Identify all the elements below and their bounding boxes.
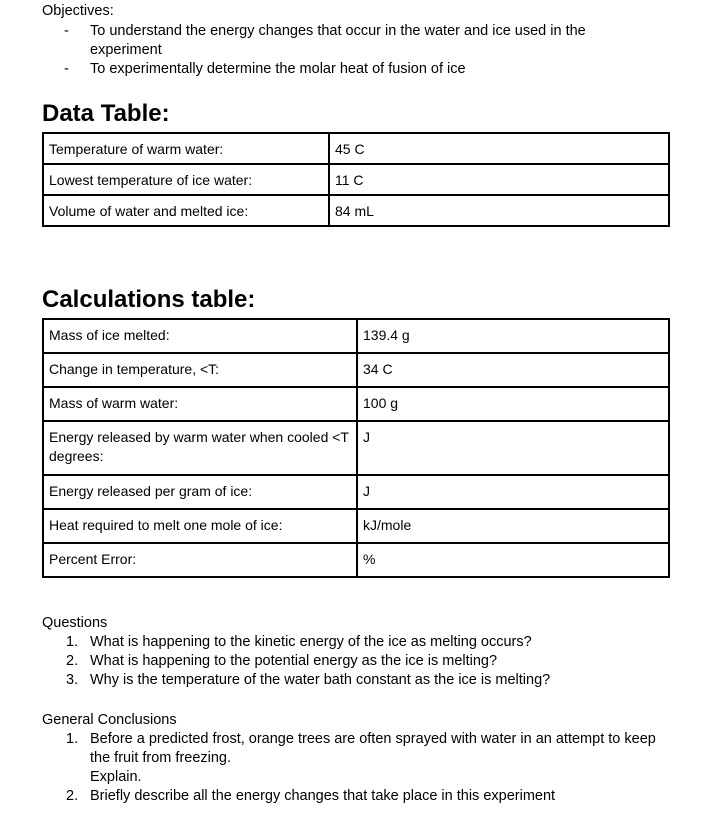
row-label: Heat required to melt one mole of ice: [43,509,357,543]
question-item [42,652,682,671]
calculations-table-heading: Calculations table: [42,286,256,313]
row-value: 84 mL [329,195,669,226]
conclusion-text-continued: Explain. [90,769,142,785]
objective-item [42,60,612,79]
question-text: What is happening to the kinetic energy of the ice as melting occurs? [90,634,532,650]
conclusions-list [42,730,672,806]
row-value: % [357,543,669,577]
table-row [43,195,669,226]
questions-list [42,633,682,690]
question-item [42,671,682,690]
table-row [43,133,669,164]
question-number: 1. [66,634,79,650]
data-table [42,132,670,227]
question-number: 3. [66,672,79,688]
row-label: Mass of ice melted: [43,319,357,353]
row-label: Percent Error: [43,543,357,577]
data-table-heading: Data Table: [42,100,170,127]
objective-text: To experimentally determine the molar heat of fusion of ice [90,61,466,77]
table-row [43,353,669,387]
row-value: 100 g [357,387,669,421]
conclusion-text: Before a predicted frost, orange trees are often sprayed with water in an attempt to keep the fruit from freezing. [90,731,656,766]
table-row [43,421,669,475]
table-row [43,509,669,543]
row-label: Temperature of warm water: [43,133,329,164]
dash-bullet: - [64,61,69,77]
conclusion-number: 2. [66,788,79,804]
dash-bullet: - [64,23,69,39]
table-row [43,319,669,353]
row-value: 11 C [329,164,669,195]
conclusions-label: General Conclusions [42,712,177,728]
row-value: J [357,475,669,509]
conclusion-text: Briefly describe all the energy changes that take place in this experiment [90,788,556,804]
calculations-table [42,318,670,578]
row-label: Mass of warm water: [43,387,357,421]
objective-text: To understand the energy changes that occur in the water and ice used in the experiment [90,23,586,58]
question-item [42,633,682,652]
row-value: 139.4 g [357,319,669,353]
row-label: Energy released by warm water when cooled <T degrees: [43,421,357,475]
table-row [43,543,669,577]
table-row [43,475,669,509]
questions-label: Questions [42,615,108,631]
table-row [43,387,669,421]
conclusion-item [42,730,672,787]
question-text: What is happening to the potential energy as the ice is melting? [90,653,498,669]
objective-item [42,22,612,60]
row-value: 34 C [357,353,669,387]
conclusion-number: 1. [66,731,79,747]
row-label: Energy released per gram of ice: [43,475,357,509]
row-label: Change in temperature, <T: [43,353,357,387]
question-text: Why is the temperature of the water bath constant as the ice is melting? [90,672,551,688]
row-value: J [357,421,669,475]
row-value: kJ/mole [357,509,669,543]
table-row [43,164,669,195]
objectives-label: Objectives: [42,3,114,19]
question-number: 2. [66,653,79,669]
conclusion-item [42,787,672,806]
objectives-list [42,22,612,79]
row-value: 45 C [329,133,669,164]
row-label: Lowest temperature of ice water: [43,164,329,195]
row-label: Volume of water and melted ice: [43,195,329,226]
